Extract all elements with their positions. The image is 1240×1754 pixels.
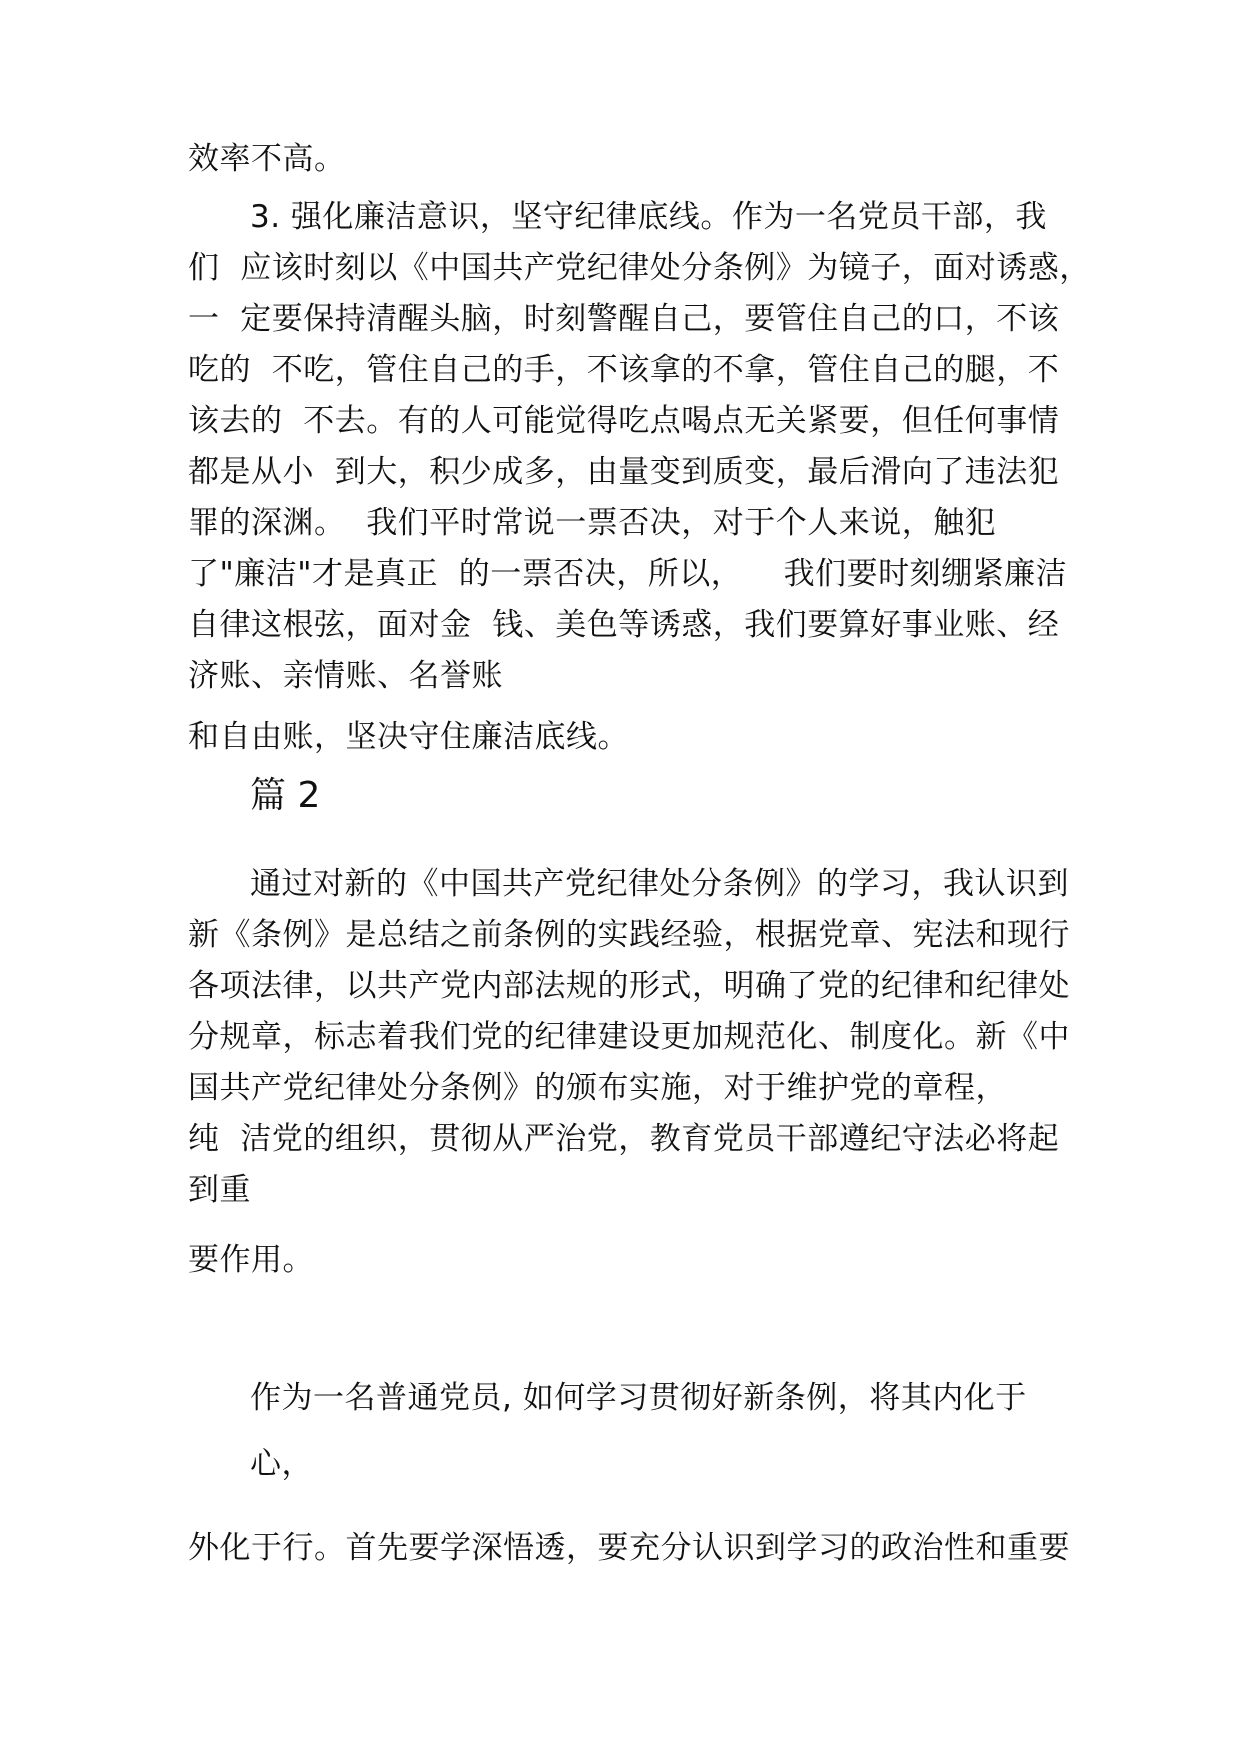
- text-line: 作为一名普通党员, 如何学习贯彻好新条例，将其内化于: [250, 1380, 1027, 1416]
- text-line: 们 应该时刻以《中国共产党纪律处分条例》为镜子，面对诱惑，: [188, 250, 1091, 286]
- text-line: 和自由账，坚决守住廉洁底线。: [188, 719, 629, 755]
- text-line: 分规章，标志着我们党的纪律建设更加规范化、制度化。新《中: [188, 1019, 1070, 1055]
- text-line: 要作用。: [188, 1242, 314, 1278]
- text-line: 外化于行。首先要学深悟透，要充分认识到学习的政治性和重要: [188, 1530, 1070, 1566]
- text-line: 效率不高。: [188, 141, 346, 177]
- text-line: 罪的深渊。 我们平时常说一票否决，对于个人来说，触犯: [188, 505, 997, 541]
- text-line: 一 定要保持清醒头脑，时刻警醒自己，要管住自己的口，不该: [188, 301, 1060, 337]
- text-line: 心，: [250, 1446, 313, 1482]
- text-line: 通过对新的《中国共产党纪律处分条例》的学习，我认识到: [250, 866, 1069, 902]
- text-line: 国共产党纪律处分条例》的颁布实施，对于维护党的章程，: [188, 1070, 1007, 1106]
- text-line: 3. 强化廉洁意识，坚守纪律底线。作为一名党员干部，我: [250, 199, 1047, 235]
- text-line: 新《条例》是总结之前条例的实践经验，根据党章、宪法和现行: [188, 917, 1070, 953]
- text-line: 济账、亲情账、名誉账: [188, 658, 503, 694]
- text-line: 吃的 不吃，管住自己的手，不该拿的不拿，管住自己的腿，不: [188, 352, 1060, 388]
- text-line: 了"廉洁"才是真正 的一票否决，所以， 我们要时刻绷紧廉洁: [188, 556, 1068, 592]
- text-line: 都是从小 到大，积少成多，由量变到质变，最后滑向了违法犯: [188, 454, 1060, 490]
- text-line: 自律这根弦，面对金 钱、美色等诱惑，我们要算好事业账、经: [188, 607, 1060, 643]
- text-line: 纯 洁党的组织，贯彻从严治党，教育党员干部遵纪守法必将起: [188, 1121, 1060, 1157]
- text-line: 各项法律，以共产党内部法规的形式，明确了党的纪律和纪律处: [188, 968, 1070, 1004]
- section-heading: 篇 2: [250, 775, 321, 816]
- text-line: 该去的 不去。有的人可能觉得吃点喝点无关紧要，但任何事情: [188, 403, 1060, 439]
- text-line: 到重: [188, 1172, 251, 1208]
